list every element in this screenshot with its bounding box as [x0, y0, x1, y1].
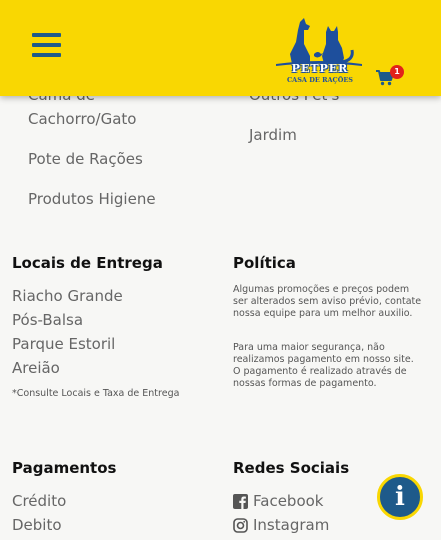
- delivery-heading: Locais de Entrega: [12, 254, 163, 272]
- payments-heading: Pagamentos: [12, 459, 117, 477]
- delivery-riacho-grande[interactable]: Riacho Grande: [12, 287, 123, 305]
- payment-credito[interactable]: Crédito: [12, 492, 67, 510]
- social-facebook-link[interactable]: [233, 492, 323, 510]
- social-instagram-link[interactable]: [233, 516, 329, 534]
- category-cachorro-gato[interactable]: Cachorro/Gato: [28, 110, 137, 128]
- delivery-note: *Consulte Locais e Taxa de Entrega: [12, 388, 180, 399]
- delivery-pos-balsa[interactable]: Pós-Balsa: [12, 311, 84, 329]
- menu-bar: [32, 43, 61, 47]
- brand-name: PETPER: [291, 62, 349, 75]
- policy-heading: Política: [233, 254, 296, 272]
- policy-paragraph-1-line-1: Algumas promoções e preços podem: [233, 284, 410, 295]
- delivery-parque-estoril[interactable]: Parque Estoril: [12, 335, 116, 353]
- facebook-icon: [233, 494, 248, 509]
- site-header: [0, 0, 441, 96]
- info-button[interactable]: [377, 474, 423, 520]
- menu-bar: [32, 53, 61, 57]
- category-jardim[interactable]: Jardim: [249, 126, 297, 144]
- info-icon: i: [395, 482, 405, 512]
- policy-paragraph-2-line-2: realizamos pagamento em nosso site.: [233, 354, 414, 365]
- cart-count-badge: 1: [390, 65, 404, 79]
- menu-bar: [32, 33, 61, 37]
- policy-paragraph-1-line-3: nossa equipe para um melhor auxilio.: [233, 308, 413, 319]
- policy-paragraph-1-line-2: ser alterados sem aviso prévio, contate: [233, 296, 422, 307]
- policy-paragraph-2-line-3: O pagamento é realizado através de: [233, 366, 407, 377]
- facebook-label: Facebook: [253, 492, 324, 510]
- hamburger-menu-button[interactable]: [32, 32, 61, 58]
- category-pote-de-racoes[interactable]: Pote de Rações: [28, 150, 143, 168]
- instagram-label: Instagram: [253, 516, 330, 534]
- brand-tagline: CASA DE RAÇÕES: [287, 76, 353, 84]
- category-produtos-higiene[interactable]: Produtos Higiene: [28, 190, 156, 208]
- social-heading: Redes Sociais: [233, 459, 350, 477]
- policy-paragraph-2-line-4: nossas formas de pagamento.: [233, 378, 377, 389]
- policy-paragraph-2-line-1: Para uma maior segurança, não: [233, 342, 385, 353]
- payment-debito[interactable]: Debito: [12, 516, 62, 534]
- instagram-icon: [233, 518, 248, 533]
- delivery-areiao[interactable]: Areião: [12, 359, 60, 377]
